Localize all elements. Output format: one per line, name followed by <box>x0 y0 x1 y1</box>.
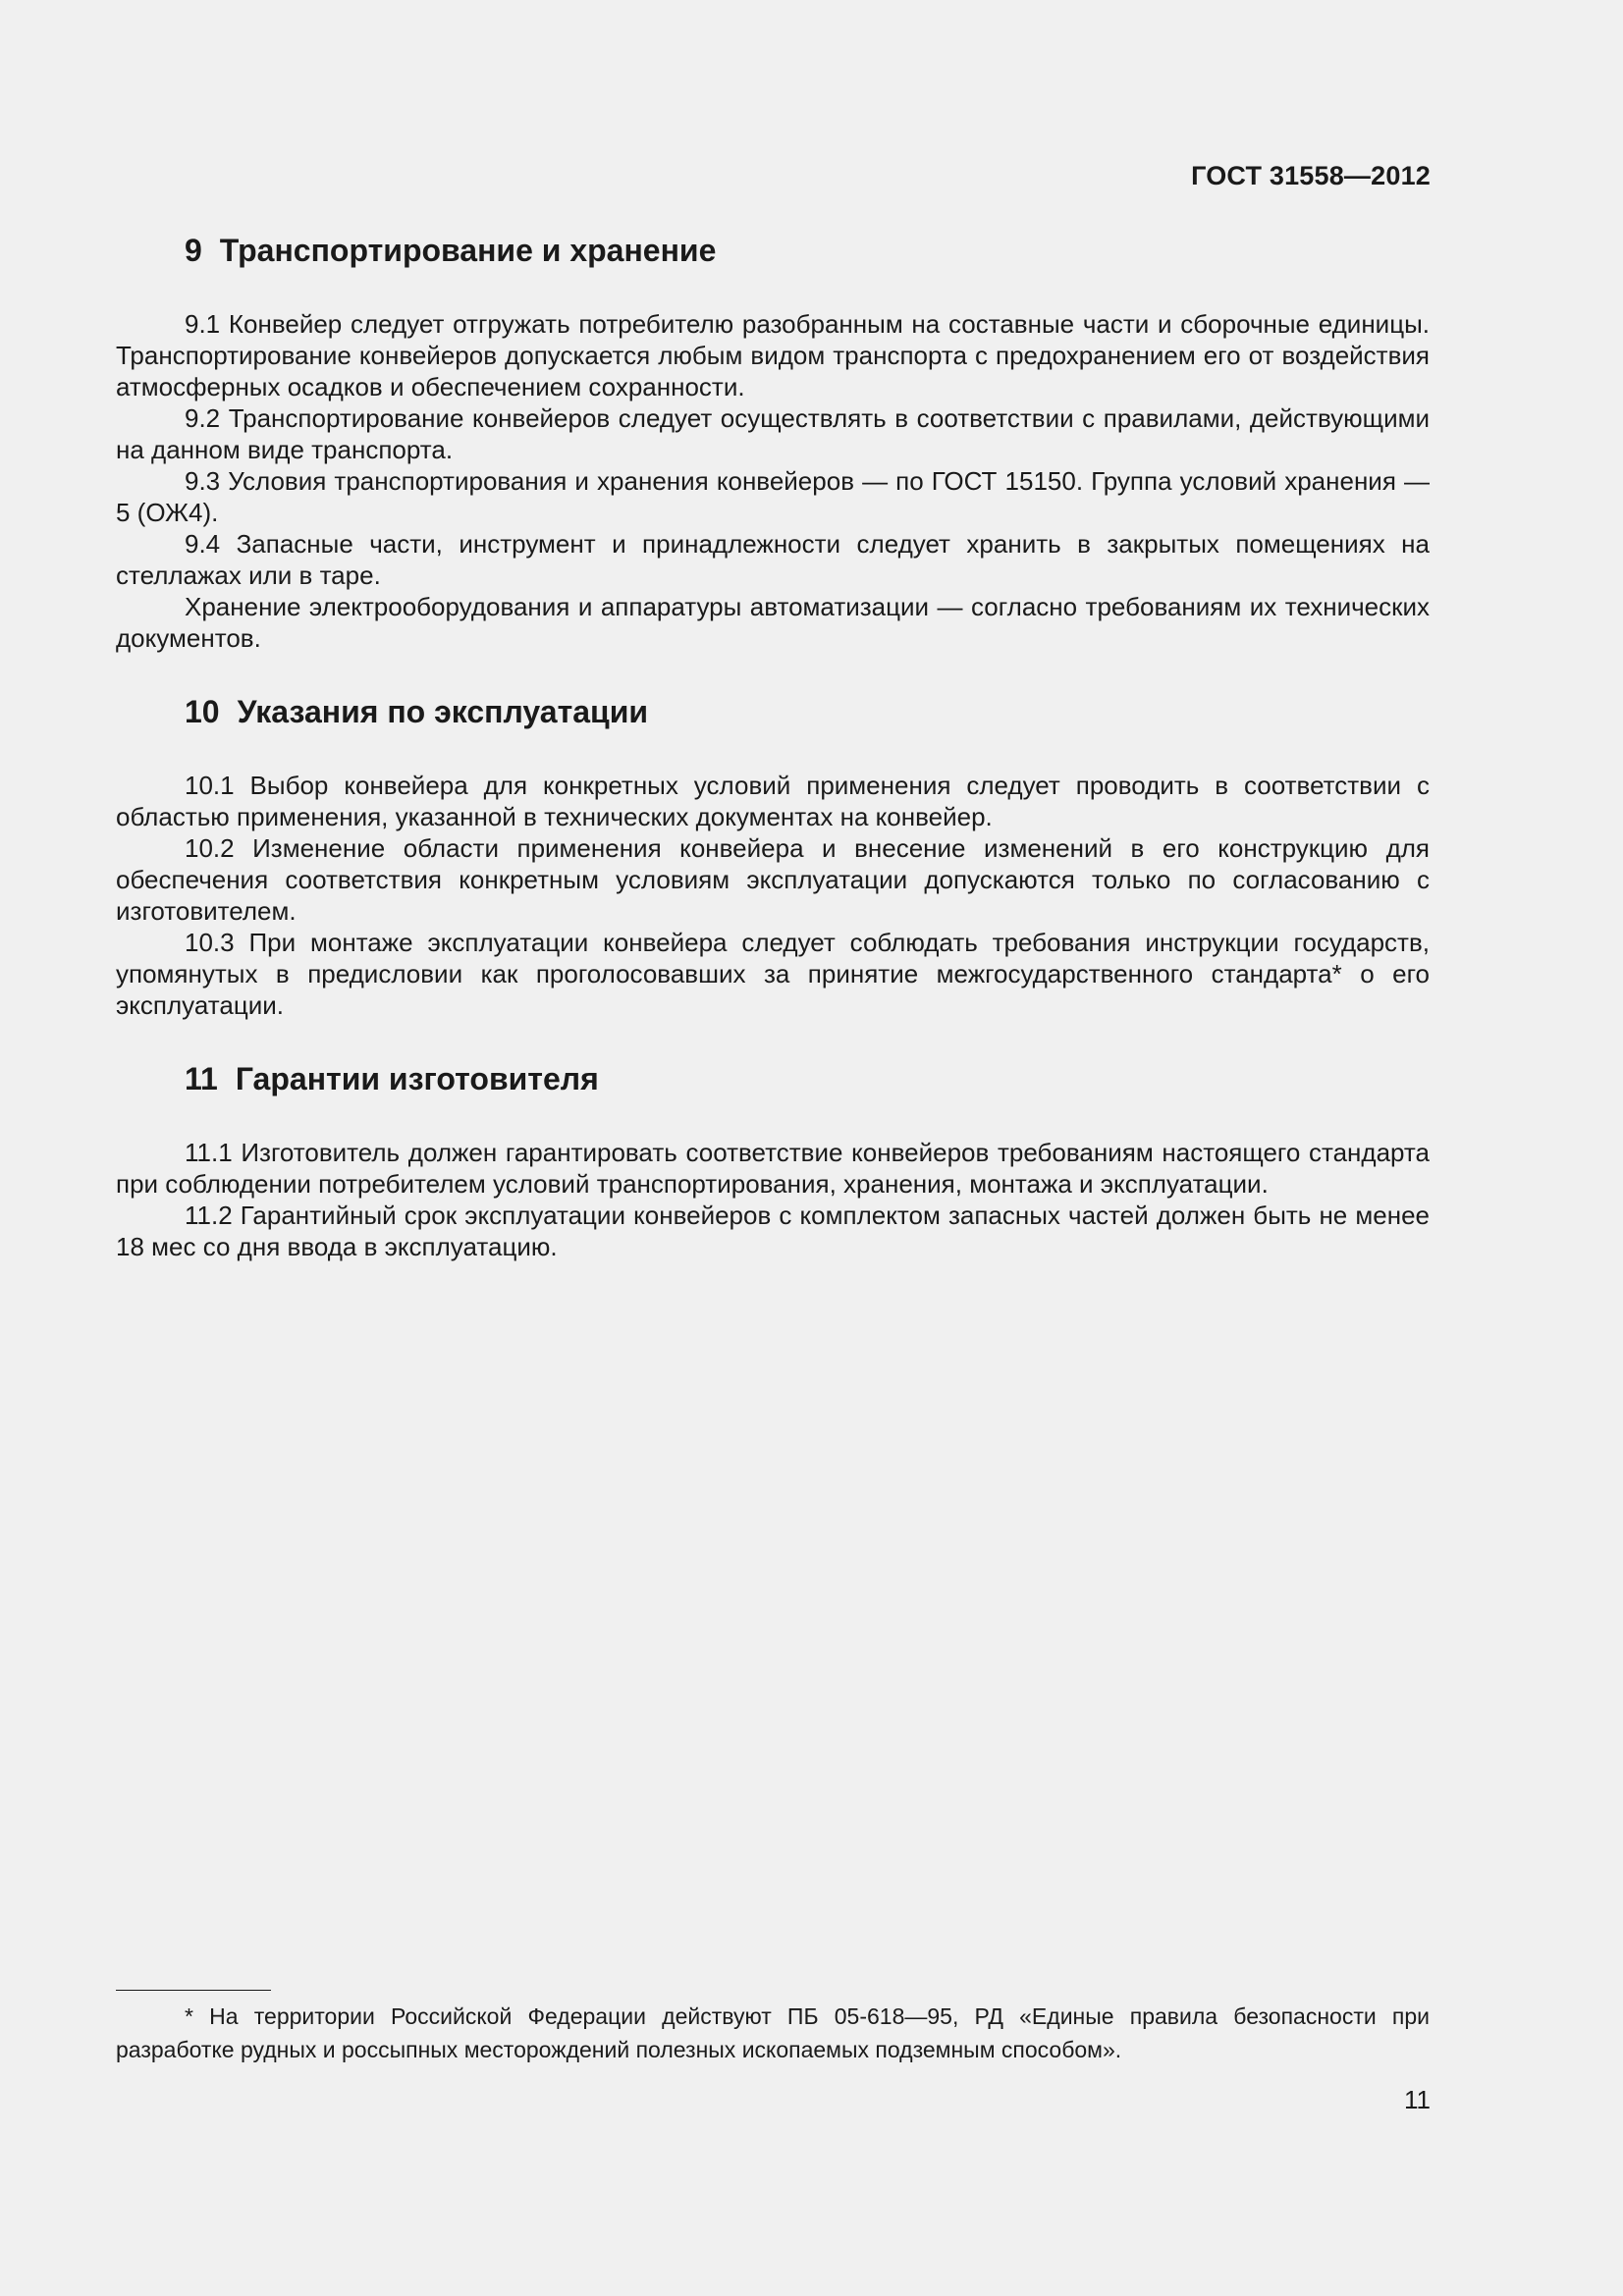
paragraph-9-4: 9.4 Запасные части, инструмент и принадлежности следует хранить в закрытых помещениях на стеллажах или в таре. <box>116 529 1430 590</box>
section-9 <box>116 228 1430 654</box>
paragraph-9-1: 9.1 Конвейер следует отгружать потребителю разобранным на составные части и сборочные единицы. Транспортирование конвейеров допускается любым видом транспорта с предохранением его от воздействия атмосферных осадков и обеспечением сохранности. <box>116 309 1430 401</box>
section-number: 9 <box>185 233 202 268</box>
section-heading <box>116 689 1430 734</box>
paragraph-10-1: 10.1 Выбор конвейера для конкретных условий применения следует проводить в соответствии с областью применения, указанной в технических документах на конвейер. <box>116 771 1430 831</box>
section-11 <box>116 1056 1430 1262</box>
paragraph-11-1: 11.1 Изготовитель должен гарантировать соответствие конвейеров требованиям настоящего стандарта при соблюдении потребителем условий транспортирования, хранения, монтажа и эксплуатации. <box>116 1138 1430 1199</box>
paragraph-9-4-cont: Хранение электрооборудования и аппаратуры автоматизации — согласно требованиям их технических документов. <box>116 592 1430 653</box>
section-heading <box>116 1056 1430 1101</box>
paragraph-10-2: 10.2 Изменение области применения конвейера и внесение изменений в его конструкцию для обеспечения соответствия конкретным условиям эксплуатации допускаются только по согласованию с изготовителем. <box>116 833 1430 926</box>
document-id-header: ГОСТ 31558—2012 <box>1191 161 1431 190</box>
footnote-separator <box>116 1990 271 1991</box>
paragraph-9-2: 9.2 Транспортирование конвейеров следует осуществлять в соответствии с правилами, действующими на данном виде транспорта. <box>116 403 1430 464</box>
section-heading <box>116 228 1430 273</box>
section-number: 11 <box>185 1061 218 1096</box>
section-10 <box>116 689 1430 1021</box>
document-body <box>116 228 1430 1262</box>
paragraph-10-3: 10.3 При монтаже эксплуатации конвейера следует соблюдать требования инструкции государств, упомянутых в предисловии как проголосовавших за принятие межгосударственного стандарта* о его эксплуатации. <box>116 928 1430 1020</box>
section-number: 10 <box>185 694 220 729</box>
section-title: Гарантии изготовителя <box>235 1061 599 1096</box>
section-title: Указания по эксплуатации <box>237 694 649 729</box>
paragraph-9-3: 9.3 Условия транспортирования и хранения конвейеров — по ГОСТ 15150. Группа условий хранения — 5 (ОЖ4). <box>116 466 1430 527</box>
footnote: * На территории Российской Федерации действуют ПБ 05-618—95, РД «Единые правила безопасности при разработке рудных и россыпных месторождений полезных ископаемых подземным способом». <box>116 2003 1430 2062</box>
page-number: 11 <box>1404 2085 1431 2114</box>
section-title: Транспортирование и хранение <box>219 233 717 268</box>
paragraph-11-2: 11.2 Гарантийный срок эксплуатации конвейеров с комплектом запасных частей должен быть не менее 18 мес со дня ввода в эксплуатацию. <box>116 1201 1430 1261</box>
